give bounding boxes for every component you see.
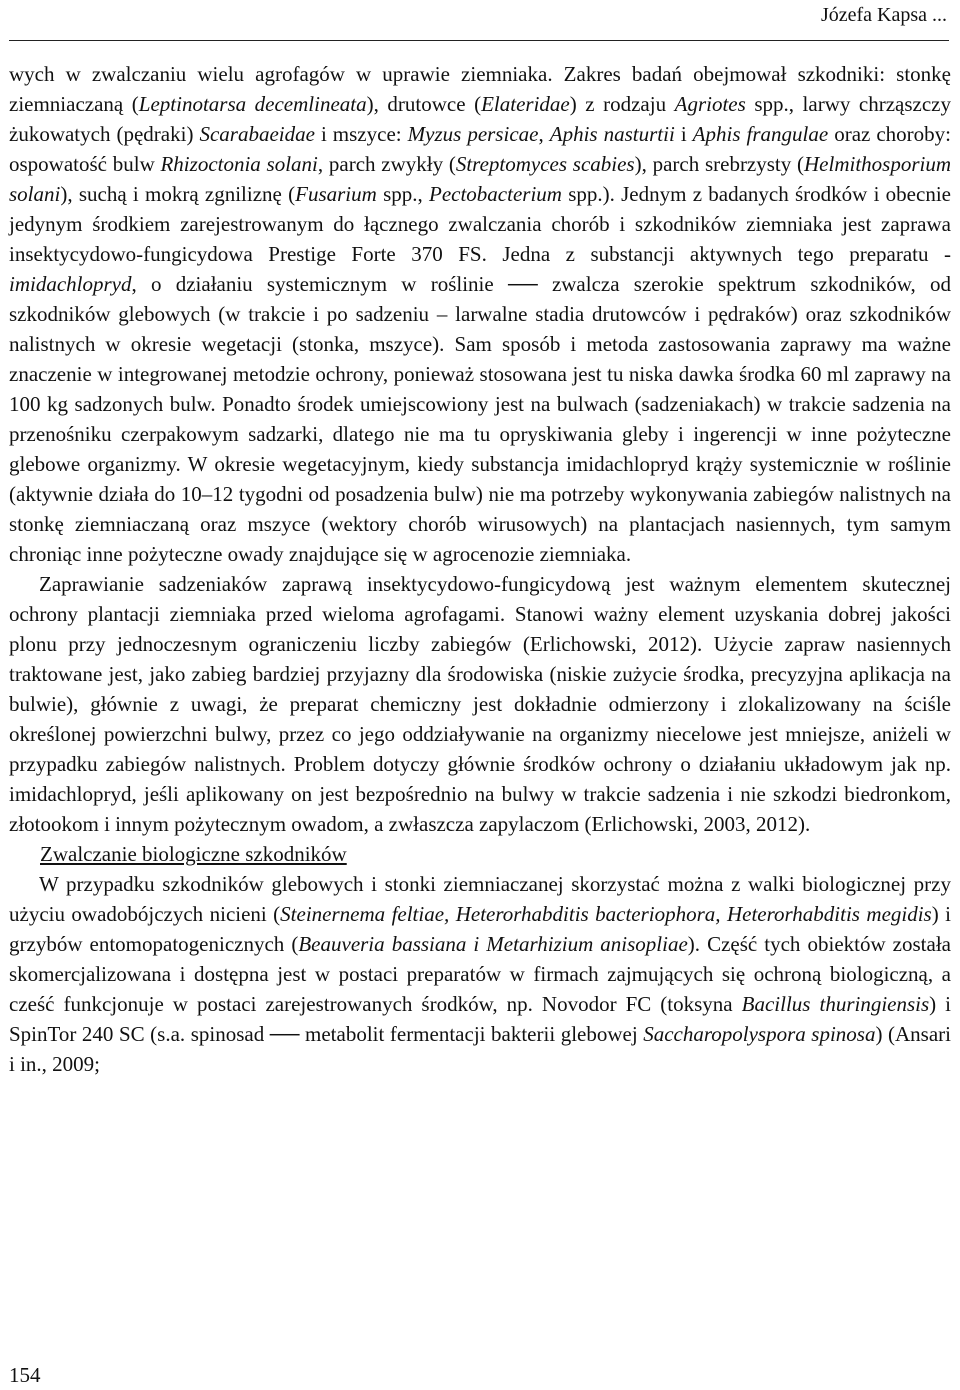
species-name: Rhizoctonia solani (160, 152, 318, 176)
text-run: W przypadku szkodników glebowych i stonki ziemniaczanej skorzystać można z walki biologicznej przy użyciu owadobójczych nicieni ( (9, 872, 951, 926)
species-name: Beauveria bassiana i Metarhizium anisopliae (298, 932, 688, 956)
species-name: Pectobacterium (429, 182, 562, 206)
text-run: , o działaniu systemicznym w roślinie ── zwalcza szerokie spektrum szkodników, od szkodników glebowych (w trakcie i po sadzeniu – larwalne stadia drutowców i pędraków) oraz szkodników nalistnych w okresie wegetacji (stonka, mszyce). Sam sposób i metoda zastosowania zaprawy ma ważne znaczenie w integrowanej metodzie ochrony, ponieważ stosowana jest tu niska dawka środka 60 ml zaprawy na 100 kg sadzonych bulw. Ponadto środek umiejscowiony jest na bulwach (sadzeniakach) w trakcie sadzenia na przenośniku czerpakowym sadzarki, dlatego nie ma tu opryskiwania gleby i ingerencji w inne pożyteczne glebowe organizmy. W okresie wegetacyjnym, kiedy substancja imidachlopryd krąży systemicznie w roślinie (aktywnie działa do 10–12 tygodni od posadzenia bulw) nie ma potrzeby wykonywania zabiegów nalistnych na stonkę ziemniaczaną oraz mszyce (wektory chorób wirusowych) na plantacjach nasiennych, tym samym chroniąc inne pożyteczne owady znajdujące się w agrocenozie ziemniaka. (9, 272, 951, 566)
species-name: Agriotes (674, 92, 746, 116)
text-run: ), parch srebrzysty ( (634, 152, 804, 176)
text-run: ), suchą i mokrą zgniliznę ( (60, 182, 296, 206)
species-name: Helmithosporium solani (9, 152, 951, 206)
text-run: wych w zwalczaniu wielu agrofagów w uprawie ziemniaka. Zakres badań obejmował szkodniki: stonkę ziemniaczaną ( (9, 62, 951, 116)
species-name: Fusarium (295, 182, 377, 206)
text-run: ) z rodzaju (569, 92, 675, 116)
page-body (9, 59, 951, 1079)
text-run: ) i grzybów entomopatogenicznych ( (9, 902, 951, 956)
text-run: , parch zwykły ( (317, 152, 456, 176)
text-run: ) (Ansari i in., 2009; (9, 1022, 951, 1076)
section-heading-biological-control: Zwalczanie biologiczne szkodników (40, 842, 347, 866)
text-run: ) i SpinTor 240 SC (s.a. spinosad ── metabolit fermentacji bakterii glebowej (9, 992, 952, 1046)
paragraph-seed-treatment: Zaprawianie sadzeniaków zaprawą insektycydowo-fungicydową jest ważnym elementem skutecznej ochrony plantacji ziemniaka przed wieloma agrofagami. Stanowi ważny element uzyskania dobrej jakości plonu przy jednoczesnym ograniczeniu liczby zabiegów (Erlichowski, 2012). Użycie zapraw nasiennych traktowane jest, jako zabieg bardziej przyjazny dla środowiska (niskie zużycie środka, precyzyjna aplikacja na bulwie), głównie z uwagi, że preparat chemiczny jest dokładnie odmierzony i zlokalizowany na ściśle określonej powierzchni bulwy, przez co jego oddziaływanie na organizmy niecelowe jest mniejsze, aniżeli w przypadku zabiegów nalistnych. Problem dotyczy głównie środków ochrony o działaniu układowym jak np. imidachlopryd, jeśli aplikowany on jest bezpośrednio na bulwy w trakcie sadzenia i nie szkodzi biedronkom, złotookom i innym pożytecznym owadom, a zwłaszcza zapylaczom (Erlichowski, 2003, 2012). (9, 572, 951, 836)
species-name: Aphis nasturtii (549, 122, 675, 146)
species-name: Streptomyces scabies (455, 152, 635, 176)
species-name: Elateridae (481, 92, 570, 116)
text-run: oraz choroby: ospowatość bulw (9, 122, 952, 176)
text-run: , (538, 122, 550, 146)
text-run: i mszyce: (314, 122, 408, 146)
header-rule (9, 40, 949, 41)
text-run: ), drutowce ( (366, 92, 482, 116)
text-run: i (674, 122, 693, 146)
species-name: Steinernema feltiae, Heterorhabditis bacteriophora, Heterorhabditis megidis (280, 902, 932, 926)
species-name: Bacillus thuringiensis (741, 992, 930, 1016)
species-name: Scarabaeidae (199, 122, 315, 146)
text-run: spp.). Jednym z badanych środków i obecnie jedynym środkiem zarejestrowanym do łącznego zwalczania chorób i szkodników ziemniaka jest zaprawa insektycydowo-fungicydowa Prestige Forte 370 FS. Jedna z substancji aktywnych tego preparatu - (9, 182, 951, 266)
text-run: spp., (376, 182, 429, 206)
text-run: spp., larwy chrząszczy żukowatych (pędraki) (9, 92, 951, 146)
paragraph-biological-control (9, 869, 951, 1079)
paragraph-pest-control-study (9, 59, 951, 569)
running-header: Józefa Kapsa ... (820, 4, 947, 26)
species-name: Aphis frangulae (692, 122, 829, 146)
species-name: Leptinotarsa decemlineata (138, 92, 367, 116)
substance-name: imidachlopryd (9, 272, 132, 296)
page-number: 154 (9, 1363, 41, 1387)
text-run: ). Część tych obiektów została skomercjalizowana i dostępna jest w postaci preparatów w firmach zajmujących się ochroną biologiczną, a cześć funkcjonuje w postaci zarejestrowanych środków, np. Novodor FC (toksyna (9, 932, 951, 1016)
species-name: Saccharopolyspora spinosa (643, 1022, 876, 1046)
species-name: Myzus persicae (407, 122, 539, 146)
